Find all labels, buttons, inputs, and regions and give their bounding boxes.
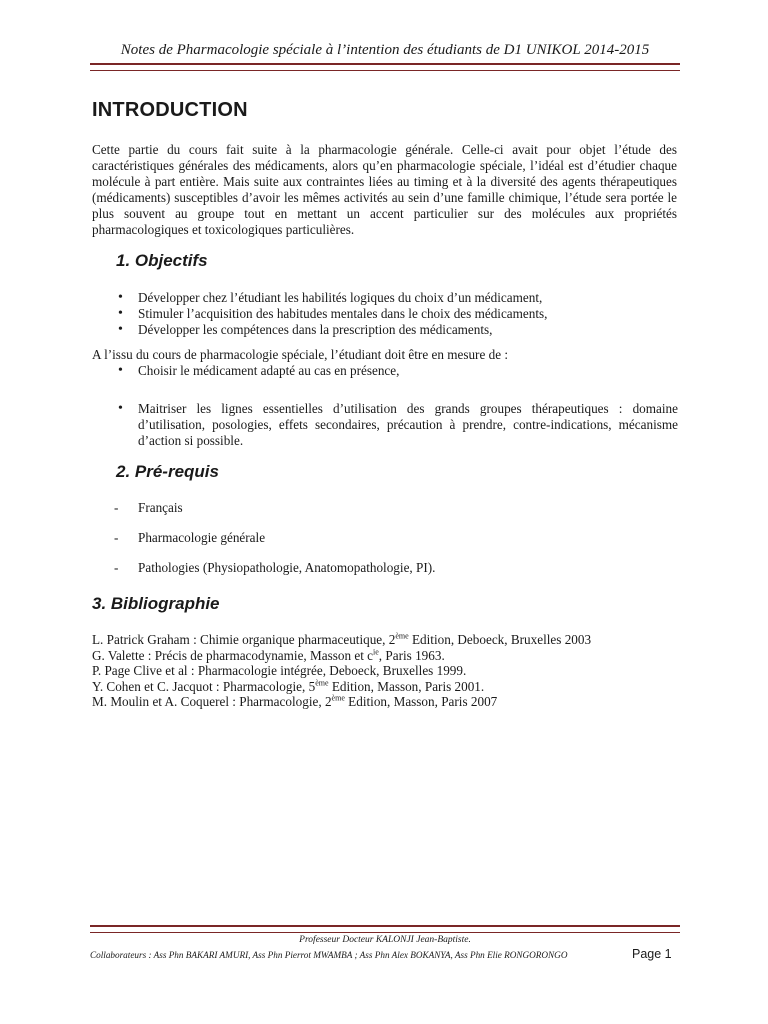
entry-superscript: ème — [395, 631, 409, 641]
entry-text: Edition, Masson, Paris 2001. — [328, 678, 485, 694]
bibliography-entry — [92, 632, 591, 648]
entry-superscript: ème — [315, 678, 329, 688]
bibliography-entry — [92, 679, 591, 695]
bibliography-entry — [92, 648, 591, 664]
entry-superscript: ie — [373, 647, 379, 657]
bibliography-entry — [92, 694, 591, 710]
header-rule — [90, 63, 680, 71]
list-item: - Pharmacologie générale — [114, 530, 435, 560]
intro-paragraph: Cette partie du cours fait suite à la pharmacologie générale. Celle-ci avait pour objet l’étude des caractéristiques générales des médicaments, alors qu’en pharmacologie spéciale, l’idéal est d’étudier chaque molécule à part entière. Mais suite aux contraintes liées au timing et à la diversité des agents thérapeutiques (médicaments) susceptibles d’avoir les mêmes activités au sein d’une famille chimique, l’étude sera portée le plus souvent au groupe tout en mettant un accent particulier sur des molécules aux propriétés pharmacologiques et toxicologiques particulières. — [92, 142, 677, 237]
footer-rule — [90, 925, 680, 933]
list-item: • Stimuler l’acquisition des habitudes mentales dans le choix des médicaments, — [116, 306, 676, 322]
list-item: - Pathologies (Physiopathologie, Anatomopathologie, PI). — [114, 560, 435, 590]
list-item: • Développer chez l’étudiant les habilités logiques du choix d’un médicament, — [116, 290, 676, 306]
bibliography-entry — [92, 663, 591, 679]
page-title: INTRODUCTION — [92, 99, 248, 121]
page-number: Page 1 — [632, 947, 672, 961]
objectifs-list — [116, 290, 676, 338]
entry-text: M. Moulin et A. Coquerel : Pharmacologie, 2 — [92, 694, 332, 709]
entry-text: L. Patrick Graham : Chimie organique pharmaceutique, 2 — [92, 632, 396, 647]
footer-collaborators: Collaborateurs : Ass Phn BAKARI AMURI, Ass Phn Pierrot MWAMBA ; Ass Phn Alex BOKANYA, Ass Phn Elie RONGORONGO — [90, 950, 568, 960]
section-heading-bibliographie: 3. Bibliographie — [92, 594, 220, 613]
outcomes-intro: A l’issu du cours de pharmacologie spéciale, l’étudiant doit être en mesure de : — [92, 347, 509, 362]
outcomes-list — [116, 363, 678, 449]
entry-text: Y. Cohen et C. Jacquot : Pharmacologie, 5 — [92, 678, 316, 694]
list-item: - Français — [114, 500, 435, 530]
entry-text: Edition, Deboeck, Bruxelles 2003 — [408, 632, 592, 647]
list-item: • Choisir le médicament adapté au cas en présence, — [116, 363, 678, 379]
list-item: • Développer les compétences dans la prescription des médicaments, — [116, 322, 676, 338]
prerequis-list — [114, 500, 435, 590]
running-header: Notes de Pharmacologie spéciale à l’intention des étudiants de D1 UNIKOL 2014-2015 — [120, 42, 650, 58]
entry-superscript: ème — [331, 693, 345, 703]
bibliography-list — [92, 632, 591, 710]
list-item: • Maitriser les lignes essentielles d’utilisation des grands groupes thérapeutiques : domaine d’utilisation, posologies, effets secondaires, précaution à prendre, contre-indications, mécanisme d’action si possible. — [116, 401, 678, 449]
section-heading-objectifs: 1. Objectifs — [116, 251, 208, 270]
entry-text: , Paris 1963. — [378, 647, 445, 663]
entry-text: Edition, Masson, Paris 2007 — [344, 694, 498, 709]
section-heading-prerequis: 2. Pré-requis — [116, 462, 219, 481]
entry-text: P. Page Clive et al : Pharmacologie intégrée, Deboeck, Bruxelles 1999. — [92, 663, 467, 678]
entry-text: G. Valette : Précis de pharmacodynamie, Masson et c — [92, 647, 374, 663]
footer-author: Professeur Docteur KALONJI Jean-Baptiste. — [299, 935, 471, 945]
